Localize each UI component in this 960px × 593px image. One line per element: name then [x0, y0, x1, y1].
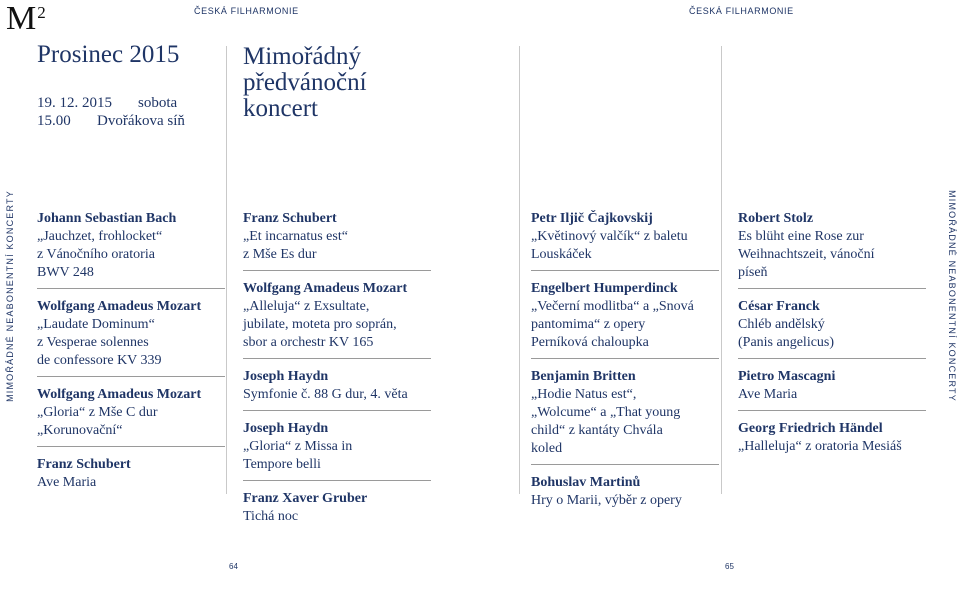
work-line: z Vánočního oratoria — [37, 247, 155, 262]
work-line: BWV 248 — [37, 265, 94, 280]
side-label-right: MIMOŘÁDNÉ NEABONENTNÍ KONCERTY — [947, 190, 957, 402]
composer-name: Joseph Haydn — [243, 369, 329, 384]
work-line: píseň — [738, 265, 768, 280]
work-line: „Korunovační“ — [37, 423, 123, 438]
event-title-line: Mimořádný — [243, 43, 362, 70]
work-line: „Hodie Natus est“, — [531, 387, 637, 402]
work-line: „Květinový valčík“ z baletu — [531, 229, 688, 244]
column-divider — [519, 46, 520, 494]
work-line: Symfonie č. 88 G dur, 4. věta — [243, 387, 408, 402]
column-divider — [226, 46, 227, 494]
program-item — [37, 456, 225, 498]
work-line: Tichá noc — [243, 509, 299, 524]
event-title-line: koncert — [243, 95, 318, 122]
work-line: Weihnachtszeit, vánoční — [738, 247, 875, 262]
composer-name: Robert Stolz — [738, 211, 814, 226]
event-day: sobota — [138, 95, 178, 111]
program-item — [738, 210, 926, 289]
work-line: koled — [531, 441, 563, 456]
work-line: Tempore belli — [243, 457, 321, 472]
composer-name: César Franck — [738, 299, 820, 314]
work-line: de confessore KV 339 — [37, 353, 162, 368]
brand-right: ČESKÁ FILHARMONIE — [689, 6, 794, 16]
program-item — [531, 280, 719, 359]
composer-name: Joseph Haydn — [243, 421, 329, 436]
composer-name: Franz Xaver Gruber — [243, 491, 368, 506]
work-line: „Laudate Dominum“ — [37, 317, 155, 332]
program-item — [243, 210, 431, 271]
program-item — [243, 368, 431, 411]
composer-name: Georg Friedrich Händel — [738, 421, 883, 436]
event-title-line: předvánoční — [243, 69, 367, 96]
program-item — [738, 368, 926, 411]
composer-name: Johann Sebastian Bach — [37, 211, 177, 226]
program-item — [738, 420, 926, 462]
work-line: z Vesperae solennes — [37, 335, 149, 350]
composer-name: Franz Schubert — [37, 457, 131, 472]
program-item — [37, 298, 225, 377]
work-line: „Halleluja“ z oratoria Mesiáš — [738, 439, 902, 454]
work-line: child“ z kantáty Chvála — [531, 423, 663, 438]
program-item — [243, 280, 431, 359]
work-line: Perníková chaloupka — [531, 335, 649, 350]
composer-name: Wolfgang Amadeus Mozart — [243, 281, 408, 296]
composer-name: Wolfgang Amadeus Mozart — [37, 299, 202, 314]
work-line: „Wolcume“ a „That young — [531, 405, 681, 420]
page-number-right: 65 — [725, 562, 734, 571]
column-divider — [721, 46, 722, 494]
program-item — [37, 386, 225, 447]
event-title — [243, 44, 367, 122]
program-item — [738, 298, 926, 359]
event-time: 15.00 — [37, 113, 71, 129]
work-line: Chléb andělský — [738, 317, 825, 332]
page-number-left: 64 — [229, 562, 238, 571]
program-item — [243, 420, 431, 481]
event-date: 19. 12. 2015 — [37, 95, 112, 111]
work-line: pantomima“ z opery — [531, 317, 646, 332]
side-label-left: MIMOŘÁDNÉ NEABONENTNÍ KONCERTY — [5, 190, 15, 402]
work-line: Es blüht eine Rose zur — [738, 229, 864, 244]
work-line: „Večerní modlitba“ a „Snová — [531, 299, 694, 314]
composer-name: Franz Schubert — [243, 211, 337, 226]
work-line: Hry o Marii, výběr z opery — [531, 493, 682, 508]
work-line: Louskáček — [531, 247, 592, 262]
composer-name: Petr Iljič Čajkovskij — [531, 211, 653, 226]
magazine-logo — [6, 2, 46, 36]
brand-left: ČESKÁ FILHARMONIE — [194, 6, 299, 16]
composer-name: Benjamin Britten — [531, 369, 636, 384]
work-line: Ave Maria — [37, 475, 97, 490]
program-item — [531, 210, 719, 271]
program-column-2 — [243, 210, 431, 541]
program-item — [243, 490, 431, 532]
program-item — [531, 474, 719, 516]
work-line: „Alleluja“ z Exsultate, — [243, 299, 370, 314]
work-line: z Mše Es dur — [243, 247, 317, 262]
work-line: „Et incarnatus est“ — [243, 229, 348, 244]
program-column-4 — [738, 210, 926, 471]
program-item — [531, 368, 719, 465]
work-line: Ave Maria — [738, 387, 798, 402]
composer-name: Pietro Mascagni — [738, 369, 836, 384]
work-line: „Gloria“ z Missa in — [243, 439, 353, 454]
logo-letter: M — [6, 0, 37, 37]
event-month: Prosinec 2015 — [37, 41, 180, 68]
work-line: „Jauchzet, frohlocket“ — [37, 229, 163, 244]
composer-name: Wolfgang Amadeus Mozart — [37, 387, 202, 402]
logo-superscript: 2 — [37, 3, 46, 22]
composer-name: Engelbert Humperdinck — [531, 281, 678, 296]
work-line: „Gloria“ z Mše C dur — [37, 405, 158, 420]
work-line: jubilate, moteta pro soprán, — [243, 317, 397, 332]
event-venue: Dvořákova síň — [97, 113, 185, 129]
program-item — [37, 210, 225, 289]
work-line: sbor a orchestr KV 165 — [243, 335, 374, 350]
program-column-3 — [531, 210, 719, 525]
work-line: (Panis angelicus) — [738, 335, 835, 350]
program-column-1 — [37, 210, 225, 507]
composer-name: Bohuslav Martinů — [531, 475, 641, 490]
